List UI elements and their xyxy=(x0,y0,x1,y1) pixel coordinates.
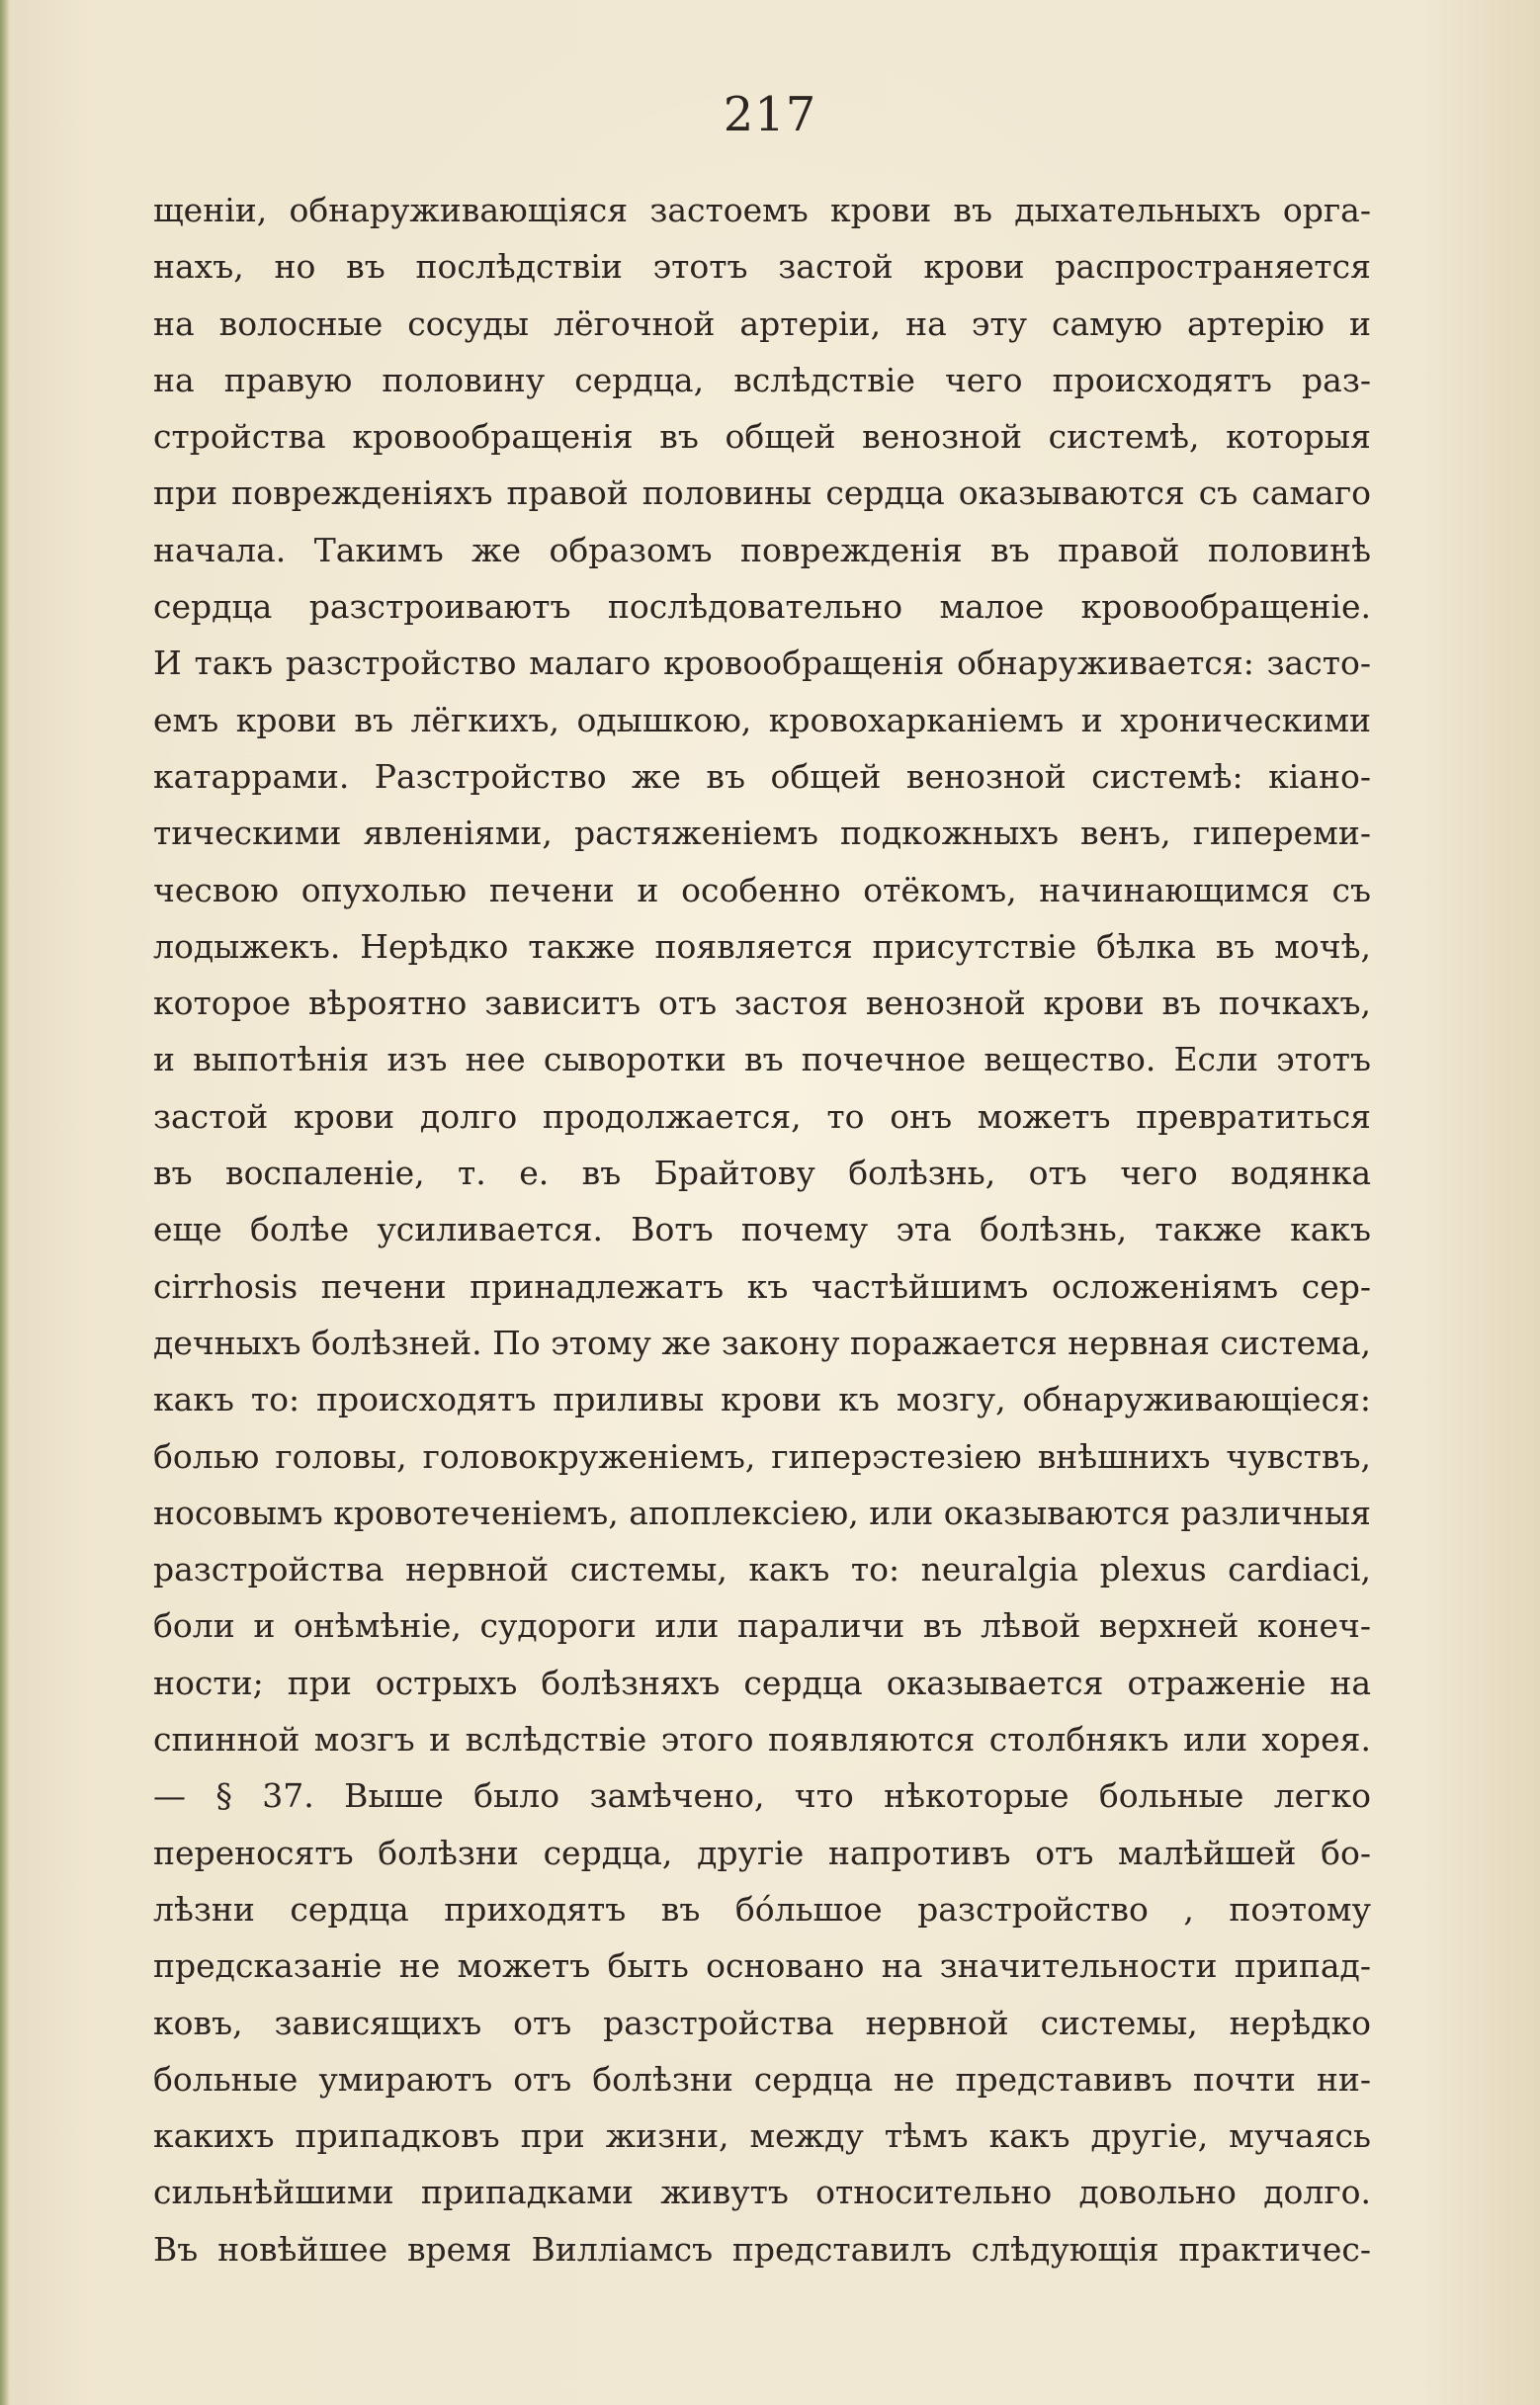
text-line: ковъ, зависящихъ отъ разстройства нервной системы, нерѣдко xyxy=(153,2003,1371,2042)
text-line: стройства кровообращенія въ общей венозной системѣ, которыя xyxy=(153,417,1371,457)
text-line: начала. Такимъ же образомъ поврежденія въ правой половинѣ xyxy=(153,530,1371,569)
text-line: какихъ припадковъ при жизни, между тѣмъ какъ другіе, мучаясь xyxy=(153,2116,1371,2156)
text-line: и выпотѣнія изъ нее сыворотки въ почечное вещество. Если этотъ xyxy=(153,1040,1371,1079)
text-line: предсказаніе не можетъ быть основано на значительности припад- xyxy=(153,1946,1371,1986)
text-line: ности; при острыхъ болѣзняхъ сердца оказывается отраженіе на xyxy=(153,1663,1371,1702)
text-line: щеніи, обнаруживающіяся застоемъ крови въ дыхательныхъ орга- xyxy=(153,191,1371,229)
text-line: нахъ, но въ послѣдствіи этотъ застой крови распространяется xyxy=(153,247,1371,287)
section-line: — § 37. Выше было замѣчено, что нѣкоторые больные легко xyxy=(153,1776,1371,1816)
text-line: болью головы, головокруженіемъ, гиперэстезіею внѣшнихъ чувствъ, xyxy=(153,1436,1371,1476)
text-line: носовымъ кровотеченіемъ, апоплексіею, или оказываются различныя xyxy=(153,1493,1371,1532)
text-line: катаррами. Разстройство же въ общей венозной системѣ: кіано- xyxy=(153,756,1371,796)
text-line: разстройства нервной системы, какъ то: neuralgia plexus cardiaci, xyxy=(153,1550,1371,1589)
text-line: больные умираютъ отъ болѣзни сердца не представивъ почти ни- xyxy=(153,2059,1371,2099)
text-line: спинной мозгъ и вслѣдствіе этого появляются столбнякъ или хорея. xyxy=(153,1720,1371,1760)
page-edge-shadow xyxy=(0,0,10,2405)
text-line: чесвою опухолью печени и особенно отёкомъ, начинающимся съ xyxy=(153,870,1371,909)
page-number: 217 xyxy=(723,87,817,142)
text-line: при поврежденіяхъ правой половины сердца оказываются съ самаго xyxy=(153,473,1371,513)
text-line: сильнѣйшими припадками живутъ относительно довольно долго. xyxy=(153,2173,1371,2212)
text-line: какъ то: происходятъ приливы крови къ мозгу, обнаруживающіеся: xyxy=(153,1380,1371,1419)
text-line: дечныхъ болѣзней. По этому же закону поражается нервная система, xyxy=(153,1323,1371,1362)
text-line: на правую половину сердца, вслѣдствіе чего происходятъ раз- xyxy=(153,360,1371,399)
text-line: лѣзни сердца приходятъ въ бόльшое разстройство , поэтому xyxy=(153,1889,1371,1929)
text-line: емъ крови въ лёгкихъ, одышкою, кровохарканіемъ и хроническими xyxy=(153,700,1371,739)
text-line: сердца разстроиваютъ послѣдовательно малое кровообращеніе. xyxy=(153,587,1371,627)
text-line: боли и онѣмѣніе, судороги или параличи въ лѣвой верхней конеч- xyxy=(153,1606,1371,1646)
text-line: которое вѣроятно зависитъ отъ застоя венозной крови въ почкахъ, xyxy=(153,984,1371,1023)
body-text xyxy=(153,182,1371,2277)
text-line: въ воспаленіе, т. е. въ Брайтову болѣзнь, отъ чего водянка xyxy=(153,1154,1371,1193)
text-line: еще болѣе усиливается. Вотъ почему эта болѣзнь, также какъ xyxy=(153,1210,1371,1249)
text-line: переносятъ болѣзни сердца, другіе напротивъ отъ малѣйшей бо- xyxy=(153,1833,1371,1872)
text-line: застой крови долго продолжается, то онъ можетъ превратиться xyxy=(153,1096,1371,1136)
text-line: тическими явленіями, растяженіемъ подкожныхъ венъ, гипереми- xyxy=(153,814,1371,853)
text-line: на волосные сосуды лёгочной артеріи, на эту самую артерію и xyxy=(153,303,1371,343)
text-line: лодыжекъ. Нерѣдко также появляется присутствіе бѣлка въ мочѣ, xyxy=(153,926,1371,966)
text-line: cirrhosis печени принадлежатъ къ частѣйшимъ осложеніямъ сер- xyxy=(153,1266,1371,1306)
text-line: Въ новѣйшее время Вилліамсъ представилъ слѣдующія практичес- xyxy=(153,2229,1371,2269)
text-line: И такъ разстройство малаго кровообращенія обнаруживается: засто- xyxy=(153,644,1371,683)
